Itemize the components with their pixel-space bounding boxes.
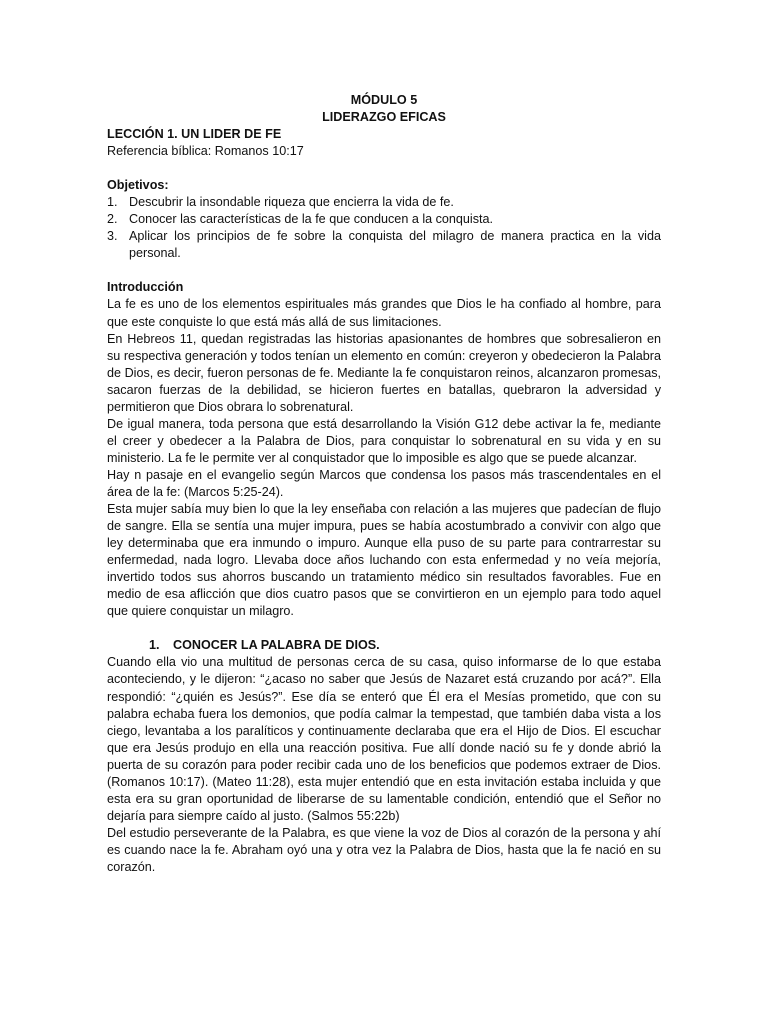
section-paragraph: Del estudio perseverante de la Palabra, es que viene la voz de Dios al corazón de la persona y ahí es cuando nace la fe. Abraham oyó una y otra vez la Palabra de Dios, hasta que la fe nació en su corazón. (107, 825, 661, 874)
section-title: CONOCER LA PALABRA DE DIOS. (173, 638, 380, 653)
objective-text: Aplicar los principios de fe sobre la conquista del milagro de manera practica en la vida personal. (129, 229, 661, 261)
objective-number: 1. (107, 195, 118, 210)
objective-item (107, 211, 661, 228)
objective-number: 2. (107, 212, 118, 227)
intro-paragraph: En Hebreos 11, quedan registradas las historias apasionantes de hombres que sobresalieron en su respectiva generación y todos tenían un elemento en común: creyeron y obedecieron la Palabra de Dios, es decir, fueron personas de fe. Mediante la fe conquistaron reinos, alcanzaron promesas, sacaron fuerzas de la debilidad, se hicieron fuertes en batallas, quebraron la adversidad y permitieron que Dios obrara lo sobrenatural. (107, 331, 661, 414)
bible-reference: Referencia bíblica: Romanos 10:17 (107, 144, 304, 159)
lesson-title: LECCIÓN 1. UN LIDER DE FE (107, 127, 282, 142)
objective-text: Descubrir la insondable riqueza que encierra la vida de fe. (129, 195, 454, 210)
intro-paragraph: De igual manera, toda persona que está desarrollando la Visión G12 debe activar la fe, mediante el creer y obedecer a la Palabra de Dios, para conquistar lo sobrenatural en su vida y en su ministerio. La fe le permite ver al conquistador que lo imposible es algo que se puede alcanzar. (107, 416, 661, 465)
section-number: 1. (149, 638, 160, 653)
objectives-heading: Objetivos: (107, 178, 169, 193)
intro-paragraph: Hay n pasaje en el evangelio según Marcos que condensa los pasos más trascendentales en el área de la fe: (Marcos 5:25-24). (107, 467, 661, 499)
spacer (107, 262, 661, 279)
intro-paragraph: La fe es uno de los elementos espirituales más grandes que Dios le ha confiado al hombre, para que este conquiste lo que está más allá de sus limitaciones. (107, 297, 661, 329)
section-heading (107, 637, 661, 654)
objective-item (107, 194, 661, 211)
introduction-heading: Introducción (107, 280, 184, 295)
document-content (107, 92, 661, 876)
spacer (107, 160, 661, 177)
module-title: MÓDULO 5 (350, 93, 418, 107)
intro-paragraph: Esta mujer sabía muy bien lo que la ley enseñaba con relación a las mujeres que padecían de flujo de sangre. Ella se sentía una mujer impura, pues se había acostumbrado a convivir con algo que ley determinaba que era inmundo o impuro. Aunque ella puso de su parte para contrarrestar su enfermedad, nada logro. Llevaba doce años luchando con esta enfermedad y no veía mejoría, invertido todos sus ahorros buscando un tratamiento médico sin resultados favorables. Fue en medio de esa aflicción que dios cuatro pasos que se convirtieron en un ejemplo para todo aquel que quiere conquistar un milagro. (107, 502, 661, 619)
objective-item (107, 228, 661, 262)
section-paragraph: Cuando ella vio una multitud de personas cerca de su casa, quiso informarse de lo que estaba aconteciendo, y le dijeron: “¿acaso no saber que Jesús de Nazaret está cruzando por acá?”. Ella respondió: “¿quién es Jesús?”. Ese día se enteró que Él era el Mesías prometido, que con su palabra echaba fuera los demonios, que podía calmar la tempestad, que también daba vista a los ciego, levantaba a los paralíticos y continuamente declaraba que era el Hijo de Dios. El escuchar que era Jesús produjo en ella una reacción positiva. Fue allí donde nació su fe y donde abrió la puerta de su corazón para poder recibir cada uno de los beneficios que podemos extraer de Dios. (Romanos 10:17). (Mateo 11:28), esta mujer entendió que en esta invitación estaba incluida y que esta era su gran oportunidad de liberarse de su lamentable condición, entendió que el Señor no dejaría para siempre caído al justo. (Salmos 55:22b) (107, 655, 661, 823)
objective-number: 3. (107, 229, 118, 244)
objective-text: Conocer las características de la fe que conducen a la conquista. (129, 212, 494, 227)
spacer (107, 620, 661, 637)
module-subtitle: LIDERAZGO EFICAS (322, 110, 446, 125)
